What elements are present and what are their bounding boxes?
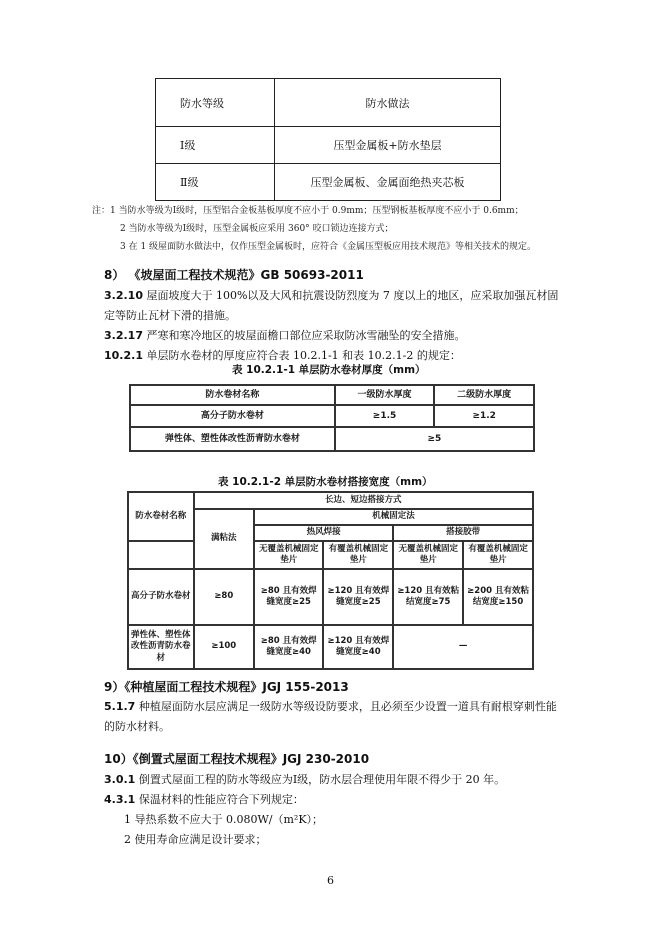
table-header-cell: 搭接胶带 bbox=[393, 525, 533, 541]
table-header-cell: 防水等级 bbox=[156, 79, 275, 127]
table-header-cell: 机械固定法 bbox=[254, 509, 533, 525]
table-cell: 弹性体、塑性体改性沥青防水卷材 bbox=[130, 427, 335, 451]
paragraph: 5.1.7 种植屋面防水层应满足一级防水等级设防要求，且必须至少设置一道具有耐根穿刺性能 bbox=[104, 700, 557, 713]
table-cell: ≥100 bbox=[194, 625, 254, 669]
table-cell: ≥200 且有效粘结宽度≥150 bbox=[463, 569, 533, 625]
table-header-cell: 二级防水厚度 bbox=[434, 385, 534, 405]
table-header-cell: 防水做法 bbox=[275, 79, 501, 127]
table-cell: ≥80 且有效焊缝宽度≥25 bbox=[254, 569, 324, 625]
table-cell: ≥80 bbox=[194, 569, 254, 625]
section-body bbox=[104, 286, 584, 366]
table-cell: Ⅱ级 bbox=[156, 164, 275, 201]
section-heading: 10）《倒置式屋面工程技术规程》JGJ 230-2010 bbox=[104, 752, 370, 766]
note-line: 注：1 当防水等级为Ⅰ级时，压型铝合金板基板厚度不应小于 0.9mm；压型钢板基板厚度不应小于 0.6mm； bbox=[92, 206, 524, 216]
table-header-cell: 长边、短边搭接方式 bbox=[194, 492, 533, 509]
section-heading: 9）《种植屋面工程技术规程》JGJ 155-2013 bbox=[104, 680, 349, 694]
overlap-width-table bbox=[127, 491, 534, 670]
paragraph: 10.2.1 单层防水卷材的厚度应符合表 10.2.1-1 和表 10.2.1-2 的规定： bbox=[104, 349, 461, 362]
waterproof-grade-table bbox=[155, 78, 501, 201]
table-cell: ≥5 bbox=[335, 427, 534, 451]
table-header-cell: 有覆盖机械固定垫片 bbox=[323, 541, 393, 569]
paragraph: 3.2.17 严寒和寒冷地区的坡屋面檐口部位应采取防冰雪融坠的安全措施。 bbox=[104, 329, 466, 342]
table-notes bbox=[92, 202, 536, 256]
section-heading: 8） 《坡屋面工程技术规范》GB 50693-2011 bbox=[104, 268, 364, 282]
section-body bbox=[104, 697, 584, 737]
note-line: 3 在 1 级屋面防水做法中，仅作压型金属板时，应符合《金属压型板应用技术规范》等相关技术的规定。 bbox=[120, 242, 537, 252]
table-caption: 表 10.2.1-1 单层防水卷材厚度（mm） bbox=[232, 364, 426, 376]
table-cell: ≥120 且有效粘结宽度≥75 bbox=[393, 569, 463, 625]
list-item: 1 导热系数不应大于 0.080W/（m²K）； bbox=[124, 813, 324, 826]
table-cell: 压型金属板、金属面绝热夹芯板 bbox=[275, 164, 501, 201]
paragraph: 3.0.1 倒置式屋面工程的防水等级应为Ⅰ级，防水层合理使用年限不得少于 20 年。 bbox=[104, 773, 506, 786]
table-header-cell: 防水卷材名称 bbox=[128, 492, 194, 541]
table-header-cell: 有覆盖机械固定垫片 bbox=[463, 541, 533, 569]
paragraph: 定等防止瓦材下滑的措施。 bbox=[104, 309, 236, 322]
section-body bbox=[104, 770, 584, 850]
table-header-cell bbox=[128, 541, 194, 569]
table-cell: ≥120 且有效焊缝宽度≥25 bbox=[323, 569, 393, 625]
list-item: 2 使用寿命应满足设计要求； bbox=[124, 833, 267, 846]
page-number: 6 bbox=[327, 874, 334, 887]
table-cell: 高分子防水卷材 bbox=[128, 569, 194, 625]
paragraph: 3.2.10 屋面坡度大于 100%以及大风和抗震设防烈度为 7 度以上的地区，应采取加强瓦材固 bbox=[104, 289, 559, 302]
table-cell: ≥1.5 bbox=[335, 405, 435, 427]
note-line: 2 当防水等级为Ⅰ级时，压型金属板应采用 360° 咬口锁边连接方式； bbox=[120, 224, 394, 234]
paragraph: 4.3.1 保温材料的性能应符合下列规定： bbox=[104, 793, 304, 806]
table-header-cell: 无覆盖机械固定垫片 bbox=[393, 541, 463, 569]
table-cell: 高分子防水卷材 bbox=[130, 405, 335, 427]
table-caption: 表 10.2.1-2 单层防水卷材搭接宽度（mm） bbox=[218, 476, 433, 488]
table-cell: ≥1.2 bbox=[434, 405, 534, 427]
table-header-cell: 无覆盖机械固定垫片 bbox=[254, 541, 324, 569]
paragraph: 的防水材料。 bbox=[104, 720, 170, 733]
table-header-cell: 防水卷材名称 bbox=[130, 385, 335, 405]
table-cell: 弹性体、塑性体改性沥青防水卷材 bbox=[128, 625, 194, 669]
table-header-cell: 一级防水厚度 bbox=[335, 385, 435, 405]
table-cell: Ⅰ级 bbox=[156, 127, 275, 164]
table-cell: 压型金属板+防水垫层 bbox=[275, 127, 501, 164]
table-header-cell: 热风焊接 bbox=[254, 525, 393, 541]
table-cell: ≥120 且有效焊缝宽度≥40 bbox=[323, 625, 393, 669]
table-cell: ≥80 且有效焊缝宽度≥40 bbox=[254, 625, 324, 669]
thickness-table bbox=[129, 384, 535, 452]
table-header-cell: 满粘法 bbox=[194, 509, 254, 569]
table-cell: — bbox=[393, 625, 533, 669]
